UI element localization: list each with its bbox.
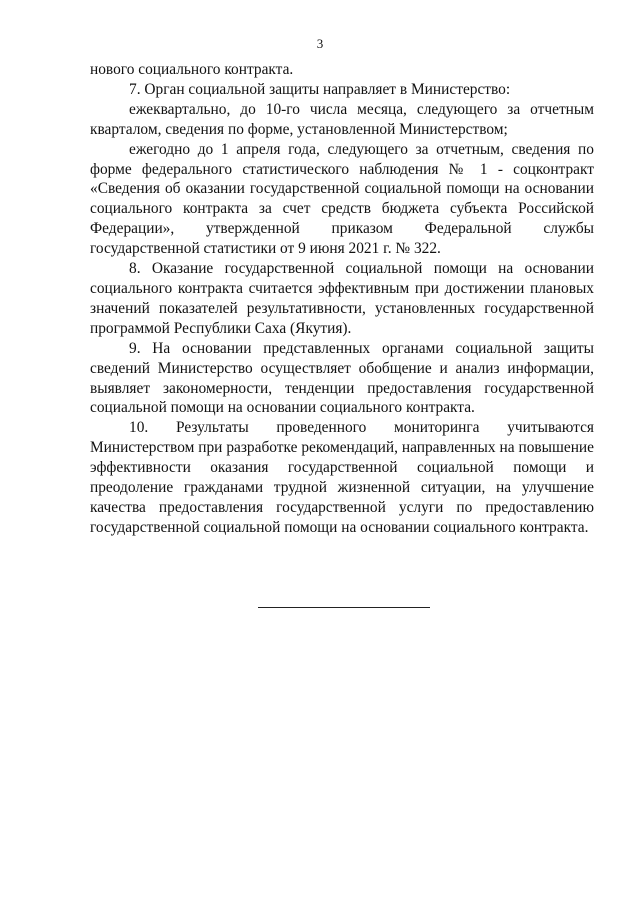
paragraph-item-10: 10. Результаты проведенного мониторинга учитываются Министерством при разработке рекомендаций, направленных на повышение эффективности оказания государственной социальной помощи и преодоление гражданами трудной жизненной ситуации, на улучшение качества предоставления государственной услуги по предоставлению государственной социальной помощи на основании социального контракта.: [90, 419, 594, 536]
paragraph-annual-report: ежегодно до 1 апреля года, следующего за отчетным, сведения по форме федерального статистического наблюдения № 1 - соцконтракт «Сведения об оказании государственной социальной помощи на основании социального контракта за счет средств бюджета субъекта Российской Федерации», утвержденной приказом Федеральной службы государственной статистики от 9 июня 2021 г. № 322.: [90, 140, 594, 258]
paragraph-item-9: 9. На основании представленных органами социальной защиты сведений Министерство осуществляет обобщение и анализ информации, выявляет закономерности, тенденции предоставления государственной социальной помощи на основании социального контракта.: [90, 339, 594, 417]
closing-divider-line: [258, 607, 430, 608]
page-number: 3: [316, 36, 324, 51]
paragraph-item-7: 7. Орган социальной защиты направляет в Министерство:: [129, 80, 511, 98]
paragraph-continuation: нового социального контракта.: [90, 61, 294, 78]
paragraph-quarterly-report: ежеквартально, до 10-го числа месяца, следующего за отчетным кварталом, сведения по форме, установленной Министерством;: [90, 100, 594, 138]
document-body: [90, 60, 594, 538]
paragraph-item-8: 8. Оказание государственной социальной помощи на основании социального контракта считается эффективным при достижении плановых значений показателей результативности, установленных государственной программой Республики Саха (Якутия).: [90, 260, 594, 337]
